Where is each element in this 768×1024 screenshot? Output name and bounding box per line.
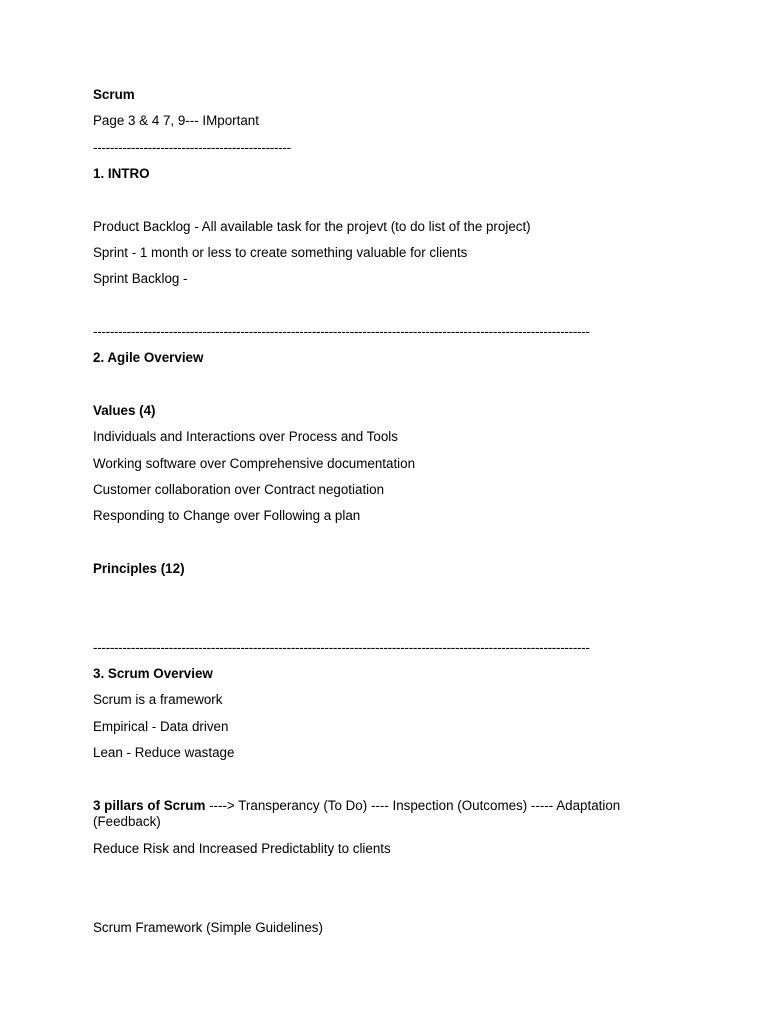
value-item: Working software over Comprehensive documentation	[93, 456, 416, 471]
value-item: Individuals and Interactions over Process and Tools	[93, 429, 398, 444]
pillars-paragraph	[93, 798, 673, 830]
document-title: Scrum	[93, 87, 135, 102]
scrum-overview-line: Scrum is a framework	[93, 692, 223, 707]
values-heading: Values (4)	[93, 403, 156, 418]
value-item: Responding to Change over Following a plan	[93, 508, 361, 523]
intro-line-sprint-backlog: Sprint Backlog -	[93, 271, 188, 286]
intro-line-sprint: Sprint - 1 month or less to create something valuable for clients	[93, 245, 468, 260]
divider-short: -----------------------------------------------	[93, 140, 291, 155]
scrum-overview-line: Lean - Reduce wastage	[93, 745, 235, 760]
divider-long: ----------------------------------------------------------------------------------------------------------------------	[93, 640, 590, 655]
framework-line: Scrum Framework (Simple Guidelines)	[93, 920, 323, 935]
divider-long: ----------------------------------------------------------------------------------------------------------------------	[93, 324, 590, 339]
section-heading-scrum-overview: 3. Scrum Overview	[93, 666, 213, 681]
important-note: Page 3 & 4 7, 9--- IMportant	[93, 113, 259, 128]
section-heading-agile: 2. Agile Overview	[93, 350, 204, 365]
intro-line-product-backlog: Product Backlog - All available task for the projevt (to do list of the project)	[93, 219, 531, 234]
principles-heading: Principles (12)	[93, 561, 185, 576]
scrum-overview-line: Empirical - Data driven	[93, 719, 229, 734]
pillars-text: ----> Transperancy (To Do) ---- Inspection (Outcomes) ----- Adaptation (Feedback)	[93, 798, 621, 829]
value-item: Customer collaboration over Contract negotiation	[93, 482, 385, 497]
pillars-label: 3 pillars of Scrum	[93, 798, 206, 813]
section-heading-intro: 1. INTRO	[93, 166, 150, 181]
risk-line: Reduce Risk and Increased Predictablity to clients	[93, 841, 391, 856]
